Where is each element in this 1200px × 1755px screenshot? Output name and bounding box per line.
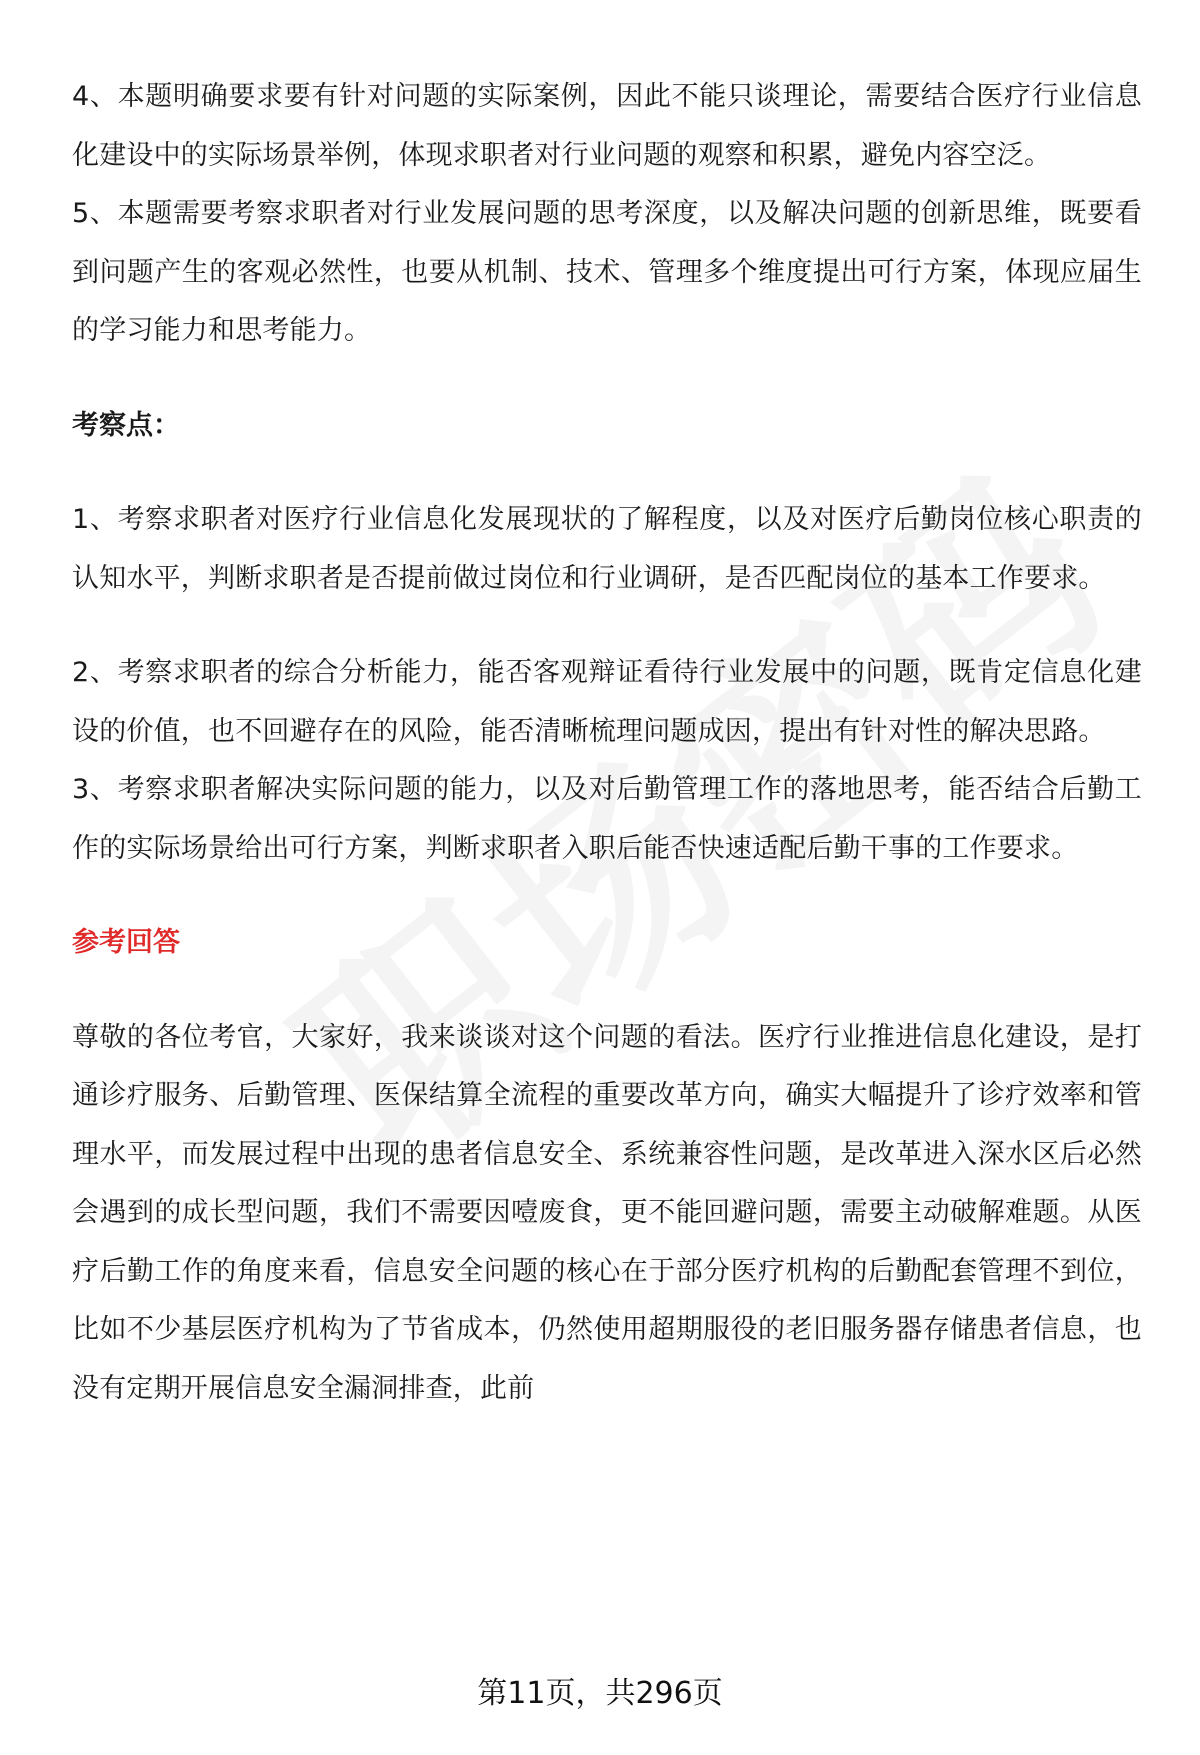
kaocha-item-2: 2、考察求职者的综合分析能力，能否客观辩证看待行业发展中的问题，既肯定信息化建设的价值，也不回避存在的风险，能否清晰梳理问题成因，提出有针对性的解决思路。 — [72, 657, 1142, 747]
section-title-kaocha: 考察点： — [72, 409, 180, 441]
paragraph-4: 4、本题明确要求要有针对问题的实际案例，因此不能只谈理论，需要结合医疗行业信息化建设中的实际场景举例，体现求职者对行业问题的观察和积累，避免内容空泛。 — [72, 81, 1142, 171]
document-body — [72, 68, 1142, 1418]
section-title-answer: 参考回答 — [72, 927, 180, 958]
answer-body: 尊敬的各位考官，大家好，我来谈谈对这个问题的看法。医疗行业推进信息化建设，是打通诊疗服务、后勤管理、医保结算全流程的重要改革方向，确实大幅提升了诊疗效率和管理水平，而发展过程中出现的患者信息安全、系统兼容性问题，是改革进入深水区后必然会遇到的成长型问题，我们不需要因噎废食，更不能回避问题，需要主动破解难题。从医疗后勤工作的角度来看，信息安全问题的核心在于部分医疗机构的后勤配套管理不到位，比如不少基层医疗机构为了节省成本，仍然使用超期服役的老旧服务器存储患者信息，也没有定期开展信息安全漏洞排查，此前 — [72, 1021, 1142, 1404]
kaocha-item-1: 1、考察求职者对医疗行业信息化发展现状的了解程度，以及对医疗后勤岗位核心职责的认知水平，判断求职者是否提前做过岗位和行业调研，是否匹配岗位的基本工作要求。 — [72, 504, 1142, 594]
paragraph-5: 5、本题需要考察求职者对行业发展问题的思考深度，以及解决问题的创新思维，既要看到问题产生的客观必然性，也要从机制、技术、管理多个维度提出可行方案，体现应届生的学习能力和思考能力。 — [72, 198, 1142, 346]
kaocha-item-3: 3、考察求职者解决实际问题的能力，以及对后勤管理工作的落地思考，能否结合后勤工作的实际场景给出可行方案，判断求职者入职后能否快速适配后勤干事的工作要求。 — [72, 774, 1142, 864]
page-footer: 第11页，共296页 — [477, 1676, 723, 1711]
